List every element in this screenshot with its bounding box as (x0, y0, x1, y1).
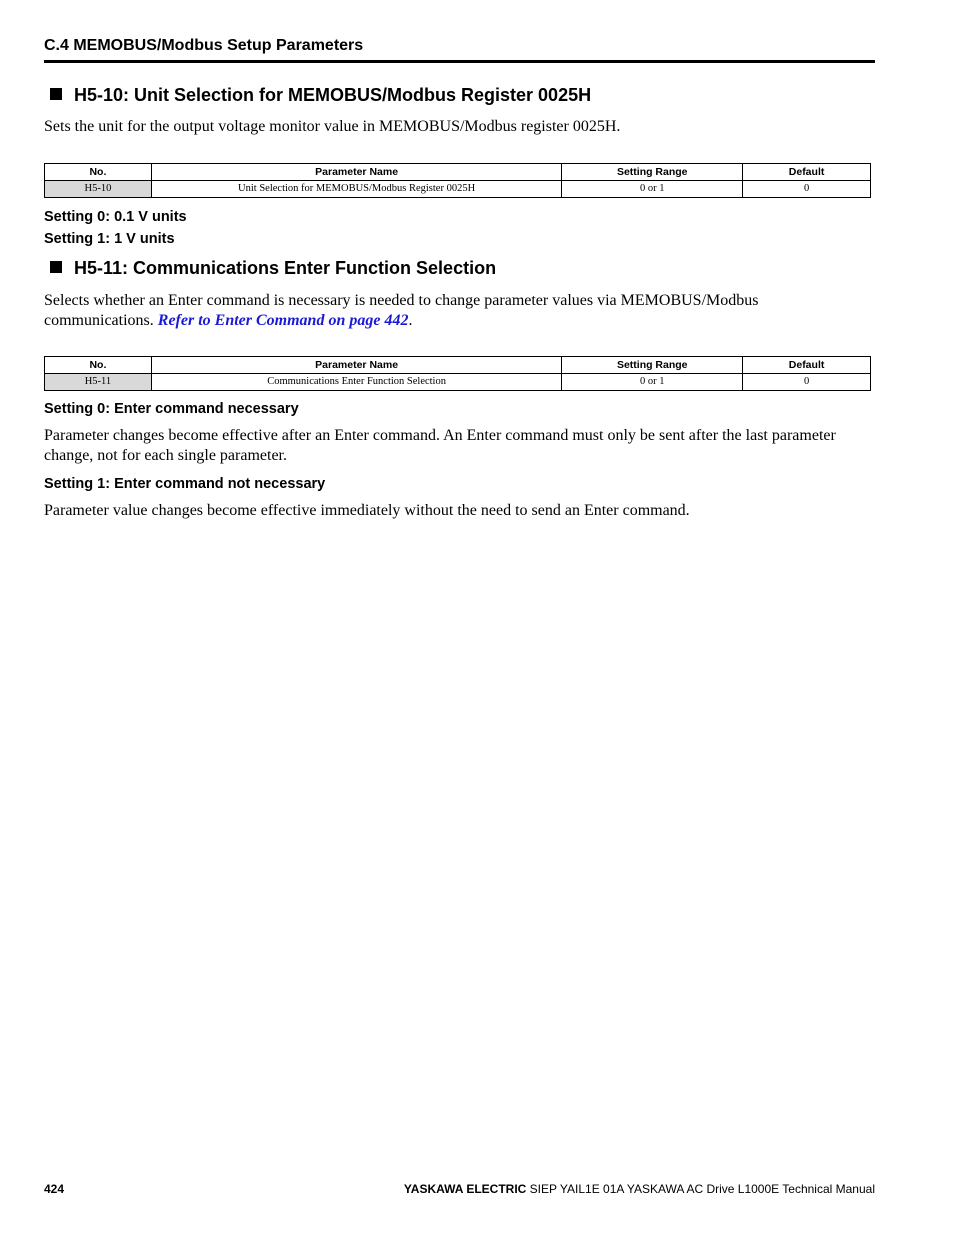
cell-parameter-name: Communications Enter Function Selection (151, 374, 561, 391)
header-setting-range: Setting Range (562, 357, 743, 374)
h5-11-setting-0: Setting 0: Enter command necessary (44, 401, 299, 417)
square-bullet-icon (50, 88, 62, 100)
h5-11-heading (50, 258, 496, 279)
table-header-row (45, 164, 871, 181)
h5-11-setting-1-text: Parameter value changes become effective immediately without the need to send an Enter command. (44, 502, 690, 519)
table-row (45, 181, 871, 198)
table-header-row (45, 357, 871, 374)
h5-11-parameter-table (44, 356, 871, 391)
cell-default: 0 (743, 181, 871, 198)
page-number: 424 (44, 1182, 65, 1196)
cell-default: 0 (743, 374, 871, 391)
h5-10-heading-text: H5-10: Unit Selection for MEMOBUS/Modbus Register 0025H (74, 85, 592, 105)
header-no: No. (45, 164, 152, 181)
h5-11-setting-1: Setting 1: Enter command not necessary (44, 476, 326, 492)
section-header: C.4 MEMOBUS/Modbus Setup Parameters (44, 37, 364, 54)
cell-setting-range: 0 or 1 (562, 181, 743, 198)
enter-command-link[interactable]: Refer to Enter Command on page 442 (157, 312, 409, 329)
h5-10-setting-1: Setting 1: 1 V units (44, 231, 175, 247)
square-bullet-icon (50, 261, 62, 273)
h5-10-description: Sets the unit for the output voltage monitor value in MEMOBUS/Modbus register 0025H. (44, 118, 621, 135)
footer-manual: SIEP YAIL1E 01A YASKAWA AC Drive L1000E Technical Manual (526, 1182, 875, 1196)
h5-11-setting-0-text: Parameter changes become effective after an Enter command. An Enter command must only be sent after the last parameter change, not for each single parameter. (44, 427, 836, 464)
h5-11-description (44, 291, 864, 331)
header-default: Default (743, 164, 871, 181)
header-default: Default (743, 357, 871, 374)
h5-10-setting-0: Setting 0: 0.1 V units (44, 209, 187, 225)
h5-11-description-end: . (408, 312, 413, 329)
table-row (45, 374, 871, 391)
header-setting-range: Setting Range (562, 164, 743, 181)
header-parameter-name: Parameter Name (151, 357, 561, 374)
h5-11-heading-text: H5-11: Communications Enter Function Selection (74, 258, 497, 278)
h5-11-description-text: Selects whether an Enter command is necessary is needed to change parameter values via MEMOBUS/Modbus communications. (44, 292, 759, 329)
h5-10-heading (50, 85, 591, 106)
cell-setting-range: 0 or 1 (562, 374, 743, 391)
h5-10-parameter-table (44, 163, 871, 198)
footer-manual-title (404, 1182, 875, 1196)
cell-parameter-name: Unit Selection for MEMOBUS/Modbus Register 0025H (151, 181, 562, 198)
footer-brand: YASKAWA ELECTRIC (403, 1182, 527, 1196)
cell-no: H5-10 (45, 181, 152, 198)
cell-no: H5-11 (45, 374, 152, 391)
header-no: No. (45, 357, 152, 374)
section-divider (44, 60, 875, 63)
header-parameter-name: Parameter Name (151, 164, 562, 181)
